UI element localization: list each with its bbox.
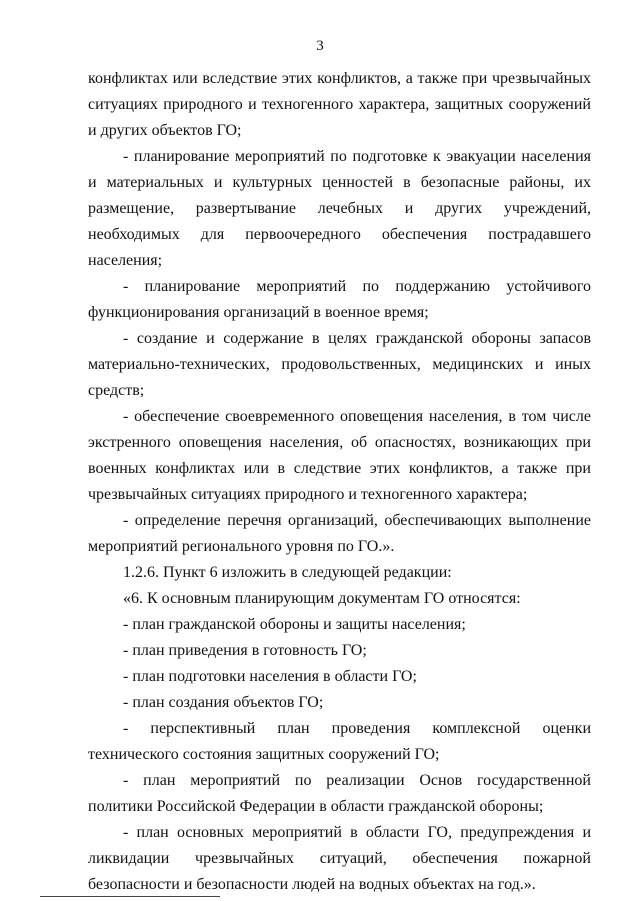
- list-item-organizations-list: - определение перечня организаций, обеспечивающих выполнение мероприятий регионального уровня по ГО.».: [88, 512, 591, 555]
- list-item-warning: - обеспечение своевременного оповещения населения, в том числе экстренного оповещения населения, об опасностях, возникающих при военных конфликтах или в следствие этих конфликтов, а также при чрезвычайных ситуациях природного и техногенного характера;: [88, 408, 591, 503]
- list-item-reserves: - создание и содержание в целях гражданской обороны запасов материально-технических, продовольственных, медицинских и иных средств;: [88, 330, 591, 399]
- plan-item-assessment: - перспективный план проведения комплексной оценки технического состояния защитных сооружений ГО;: [88, 720, 591, 763]
- plan-item-objects: - план создания объектов ГО;: [123, 694, 324, 711]
- plan-item-readiness: - план приведения в готовность ГО;: [123, 642, 367, 659]
- section-6-intro: «6. К основным планирующим документам ГО относятся:: [123, 590, 521, 607]
- paragraph-continuation: конфликтах или вследствие этих конфликтов, а также при чрезвычайных ситуациях природного и техногенного характера, защитных сооружений и других объектов ГО;: [88, 70, 591, 139]
- page-number: 3: [316, 38, 324, 54]
- amendment-heading: 1.2.6. Пункт 6 изложить в следующей редакции:: [123, 564, 452, 581]
- document-body: [88, 66, 591, 898]
- plan-item-training: - план подготовки населения в области ГО;: [123, 668, 417, 685]
- plan-item-annual: - план основных мероприятий в области ГО, предупреждения и ликвидации чрезвычайных ситуаций, обеспечения пожарной безопасности и безопасности людей на водных объектах на год.».: [88, 824, 591, 893]
- plan-item-state-policy: - план мероприятий по реализации Основ государственной политики Российской Федерации в области гражданской обороны;: [88, 772, 591, 815]
- plan-item-civil-defense: - план гражданской обороны и защиты населения;: [123, 616, 466, 633]
- footer-rule: [40, 896, 220, 897]
- list-item-sustainability-planning: - планирование мероприятий по поддержанию устойчивого функционирования организаций в военное время;: [88, 278, 591, 321]
- list-item-evacuation-planning: - планирование мероприятий по подготовке к эвакуации населения и материальных и культурных ценностей в безопасные районы, их размещение, развертывание лечебных и других учреждений, необходимых для первоочередного обеспечения пострадавшего населения;: [88, 148, 591, 269]
